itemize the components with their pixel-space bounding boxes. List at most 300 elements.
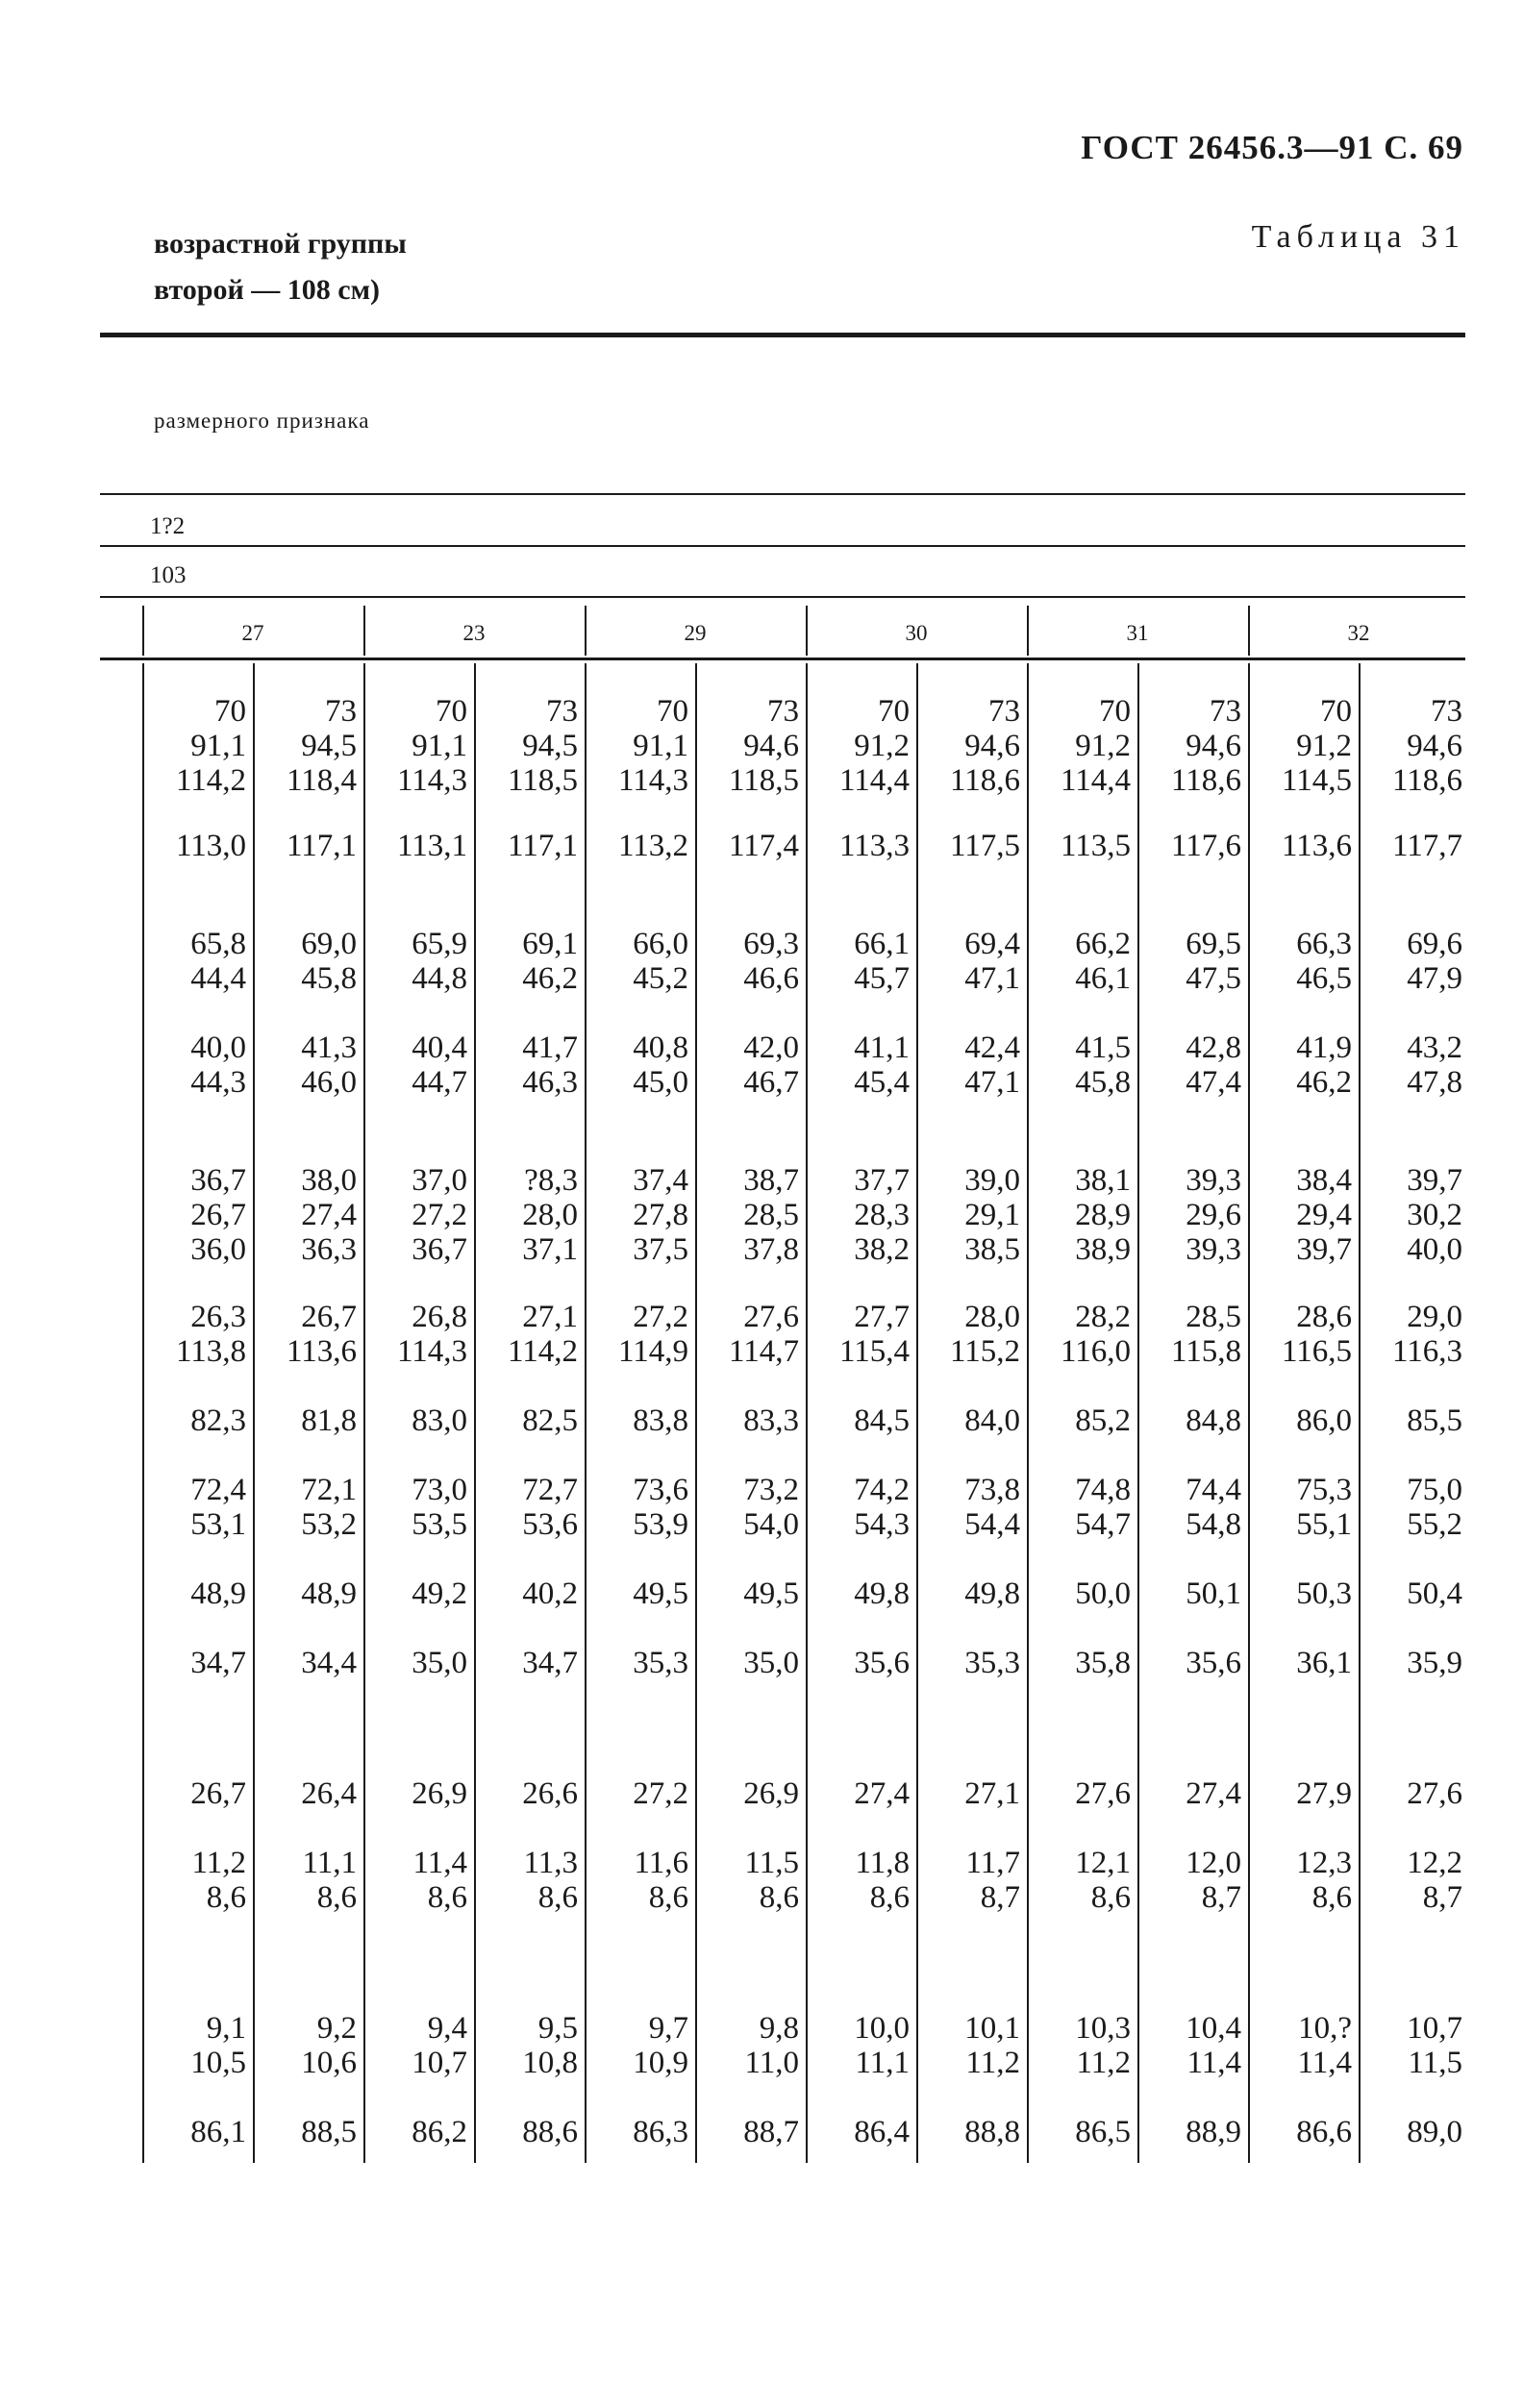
table-cell: 35,0 [412,1646,467,1680]
table-cell: 42,0 [743,1030,799,1065]
table-cell: 94,6 [743,729,799,763]
header-rule-3 [100,596,1465,598]
table-cell: 113,2 [617,829,688,863]
table-cell: 35,0 [743,1646,799,1680]
table-cell: 11,1 [302,1846,357,1880]
table-cell: 49,5 [743,1576,799,1611]
table-cell: 114,2 [175,763,246,798]
table-cell: 10,9 [633,2046,688,2080]
table-cell: 74,4 [1186,1473,1241,1507]
table-cell: 91,1 [190,729,246,763]
table-cell: 69,1 [522,927,578,961]
table-cell: 11,4 [1186,2046,1241,2080]
table-cell: 49,8 [854,1576,910,1611]
table-cell: 11,2 [1076,2046,1131,2080]
table-cell: 114,3 [396,763,467,798]
table-cell: 36,7 [412,1232,467,1267]
header-row-label-2: 103 [150,562,187,588]
table-cell: 9,4 [427,2011,467,2046]
table-cell: 73,0 [412,1473,467,1507]
table-cell: 28,9 [1075,1198,1131,1232]
table-cell: 55,1 [1296,1507,1352,1542]
column-divider [142,663,144,2163]
table-cell: 27,6 [1407,1776,1462,1811]
table-cell: 46,5 [1296,961,1352,996]
table-cell: 73 [325,694,357,729]
table-cell: 46,2 [522,961,578,996]
group-label: 32 [1347,621,1370,645]
table-cell: 91,1 [412,729,467,763]
table-cell: 41,3 [301,1030,357,1065]
body-top-rule [100,658,1465,660]
table-cell: 45,7 [854,961,910,996]
table-cell: 86,5 [1075,2115,1131,2149]
table-cell: 12,0 [1186,1846,1241,1880]
table-cell: 8,6 [648,1880,688,1915]
caption-line-2: второй — 108 см) [154,274,381,306]
table-cell: 8,6 [1090,1880,1131,1915]
table-cell: 39,0 [964,1163,1020,1198]
table-cell: 45,4 [854,1065,910,1100]
table-cell: 11,1 [855,2046,910,2080]
table-caption [154,221,407,313]
table-cell: 114,3 [617,763,688,798]
table-cell: 10,7 [1407,2011,1462,2046]
table-cell: 74,8 [1075,1473,1131,1507]
table-cell: 73 [988,694,1020,729]
table-cell: 11,5 [744,1846,799,1880]
table-cell: 29,4 [1296,1198,1352,1232]
table-cell: 72,1 [301,1473,357,1507]
table-cell: 66,3 [1296,927,1352,961]
table-cell: 35,6 [1186,1646,1241,1680]
table-cell: 9,1 [206,2011,246,2046]
table-cell: 42,4 [964,1030,1020,1065]
table-cell: 53,9 [633,1507,688,1542]
top-rule [100,333,1465,337]
table-cell: ?8,3 [524,1163,578,1198]
table-cell: 12,3 [1296,1846,1352,1880]
table-title: Таблица 31 [1251,219,1465,255]
table-cell: 117,1 [286,829,357,863]
table-cell: 11,2 [965,2046,1020,2080]
table-cell: 10,5 [190,2046,246,2080]
table-cell: 11,8 [855,1846,910,1880]
table-cell: 39,7 [1296,1232,1352,1267]
table-cell: 37,8 [743,1232,799,1267]
table-cell: 117,1 [507,829,578,863]
table-cell: 48,9 [301,1576,357,1611]
table-cell: 46,6 [743,961,799,996]
table-cell: 10,8 [522,2046,578,2080]
table-cell: 49,8 [964,1576,1020,1611]
subcolumn-divider [916,663,918,2163]
table-cell: 49,5 [633,1576,688,1611]
table-cell: 86,6 [1296,2115,1352,2149]
table-cell: 37,5 [633,1232,688,1267]
table-cell: 47,4 [1186,1065,1241,1100]
group-label: 23 [462,621,486,645]
table-cell: 73 [1210,694,1241,729]
table-cell: 40,8 [633,1030,688,1065]
table-cell: 113,6 [1281,829,1352,863]
group-label: 31 [1126,621,1149,645]
table-cell: 66,0 [633,927,688,961]
table-cell: 28,5 [743,1198,799,1232]
table-cell: 27,4 [854,1776,910,1811]
table-cell: 84,8 [1186,1403,1241,1438]
table-cell: 70 [214,694,246,729]
table-cell: 50,3 [1296,1576,1352,1611]
table-cell: 48,9 [190,1576,246,1611]
table-cell: 9,2 [316,2011,357,2046]
table-cell: 53,5 [412,1507,467,1542]
table-cell: 40,0 [190,1030,246,1065]
table-cell: 113,5 [1060,829,1131,863]
table-cell: 35,9 [1407,1646,1462,1680]
table-cell: 27,7 [854,1300,910,1334]
table-cell: 113,1 [396,829,467,863]
group-label: 30 [905,621,928,645]
document-reference: ГОСТ 26456.3—91 С. 69 [1081,129,1463,166]
table-cell: 69,4 [964,927,1020,961]
table-cell: 40,0 [1407,1232,1462,1267]
table-cell: 86,4 [854,2115,910,2149]
table-cell: 27,2 [633,1300,688,1334]
table-cell: 118,4 [286,763,357,798]
table-cell: 27,8 [633,1198,688,1232]
table-cell: 114,4 [1060,763,1131,798]
table-cell: 35,8 [1075,1646,1131,1680]
table-cell: 10,6 [301,2046,357,2080]
table-cell: 47,9 [1407,961,1462,996]
table-cell: 26,9 [412,1776,467,1811]
table-cell: 70 [878,694,910,729]
table-cell: 28,6 [1296,1300,1352,1334]
table-cell: 75,0 [1407,1473,1462,1507]
table-cell: 73,8 [964,1473,1020,1507]
table-cell: 82,5 [522,1403,578,1438]
table-cell: 88,5 [301,2115,357,2149]
column-divider [806,663,808,2163]
table-cell: 89,0 [1407,2115,1462,2149]
table-cell: 37,4 [633,1163,688,1198]
table-cell: 118,5 [728,763,799,798]
table-cell: 37,1 [522,1232,578,1267]
table-cell: 91,2 [1075,729,1131,763]
table-cell: 41,1 [854,1030,910,1065]
column-divider [363,663,365,2163]
table-cell: 50,0 [1075,1576,1131,1611]
table-cell: 8,6 [316,1880,357,1915]
table-cell: 39,3 [1186,1232,1241,1267]
table-cell: 42,8 [1186,1030,1241,1065]
table-cell: 26,7 [190,1198,246,1232]
table-cell: 50,1 [1186,1576,1241,1611]
table-cell: 83,3 [743,1403,799,1438]
table-cell: 39,7 [1407,1163,1462,1198]
table-cell: 37,0 [412,1163,467,1198]
table-cell: 11,6 [634,1846,688,1880]
table-cell: 73,2 [743,1473,799,1507]
table-cell: 84,0 [964,1403,1020,1438]
table-cell: 113,0 [175,829,246,863]
table-cell: 117,6 [1170,829,1241,863]
table-cell: 91,2 [854,729,910,763]
table-cell: 94,6 [1407,729,1462,763]
table-cell: 46,3 [522,1065,578,1100]
table-cell: 83,0 [412,1403,467,1438]
table-cell: 47,8 [1407,1065,1462,1100]
table-cell: 8,6 [1311,1880,1352,1915]
table-cell: 88,9 [1186,2115,1241,2149]
table-cell: 26,4 [301,1776,357,1811]
table-cell: 54,8 [1186,1507,1241,1542]
table-cell: 46,2 [1296,1065,1352,1100]
table-cell: 69,0 [301,927,357,961]
table-cell: 28,0 [964,1300,1020,1334]
table-cell: 66,2 [1075,927,1131,961]
table-cell: 86,1 [190,2115,246,2149]
table-cell: 114,3 [396,1334,467,1369]
table-cell: 86,3 [633,2115,688,2149]
table-cell: 8,7 [1422,1880,1462,1915]
table-cell: 50,4 [1407,1576,1462,1611]
table-cell: 44,7 [412,1065,467,1100]
table-cell: 11,2 [191,1846,246,1880]
table-cell: 118,5 [507,763,578,798]
table-cell: 10,4 [1186,2011,1241,2046]
table-cell: 73 [767,694,799,729]
table-cell: 114,9 [617,1334,688,1369]
table-cell: 27,2 [412,1198,467,1232]
table-cell: 11,0 [744,2046,799,2080]
subcolumn-divider [253,663,255,2163]
table-cell: 10,1 [964,2011,1020,2046]
table-cell: 27,4 [301,1198,357,1232]
table-cell: 74,2 [854,1473,910,1507]
table-cell: 11,3 [523,1846,578,1880]
table-cell: 27,6 [743,1300,799,1334]
table-cell: 117,5 [949,829,1020,863]
table-cell: 84,5 [854,1403,910,1438]
table-cell: 9,5 [537,2011,578,2046]
table-cell: 9,8 [759,2011,799,2046]
table-cell: 46,7 [743,1065,799,1100]
table-cell: 29,0 [1407,1300,1462,1334]
table-cell: 81,8 [301,1403,357,1438]
table-cell: 38,1 [1075,1163,1131,1198]
table-cell: 114,5 [1281,763,1352,798]
table-cell: 38,5 [964,1232,1020,1267]
column-divider [585,663,587,2163]
table-cell: 88,6 [522,2115,578,2149]
table-cell: 43,2 [1407,1030,1462,1065]
table-cell: 40,4 [412,1030,467,1065]
table-cell: 26,8 [412,1300,467,1334]
table-cell: 34,7 [190,1646,246,1680]
group-label: 27 [241,621,264,645]
table-cell: 53,2 [301,1507,357,1542]
table-cell: 117,4 [728,829,799,863]
table-cell: 28,0 [522,1198,578,1232]
table-cell: 116,0 [1060,1334,1131,1369]
table-cell: 41,7 [522,1030,578,1065]
caption-line-1: возрастной группы [154,228,407,260]
table-cell: 34,4 [301,1646,357,1680]
table-cell: 36,0 [190,1232,246,1267]
table-cell: 41,9 [1296,1030,1352,1065]
table-cell: 26,9 [743,1776,799,1811]
table-cell: 83,8 [633,1403,688,1438]
table-cell: 8,6 [759,1880,799,1915]
table-cell: 113,6 [286,1334,357,1369]
table-cell: 27,1 [522,1300,578,1334]
table-cell: 29,1 [964,1198,1020,1232]
table-cell: 40,2 [522,1576,578,1611]
table-cell: 27,6 [1075,1776,1131,1811]
table-cell: 37,7 [854,1163,910,1198]
table-cell: 70 [1320,694,1352,729]
table-cell: 72,7 [522,1473,578,1507]
table-cell: 11,4 [412,1846,467,1880]
table-cell: 8,7 [980,1880,1020,1915]
table-cell: 30,2 [1407,1198,1462,1232]
table-cell: 26,3 [190,1300,246,1334]
subcolumn-divider [695,663,697,2163]
table-cell: 35,3 [964,1646,1020,1680]
table-cell: 117,7 [1391,829,1462,863]
table-cell: 12,2 [1407,1846,1462,1880]
table-cell: 26,7 [301,1300,357,1334]
header-rule-1 [100,493,1465,495]
table-cell: 73,6 [633,1473,688,1507]
table-cell: 65,9 [412,927,467,961]
table-cell: 115,2 [949,1334,1020,1369]
table-cell: 94,6 [964,729,1020,763]
table-cell: 27,4 [1186,1776,1241,1811]
table-cell: 26,6 [522,1776,578,1811]
table-cell: 73 [546,694,578,729]
table-cell: 44,8 [412,961,467,996]
table-cell: 54,0 [743,1507,799,1542]
table-cell: 46,0 [301,1065,357,1100]
table-cell: 47,1 [964,1065,1020,1100]
table-cell: 53,6 [522,1507,578,1542]
table-cell: 38,9 [1075,1232,1131,1267]
table-cell: 38,0 [301,1163,357,1198]
table-cell: 27,9 [1296,1776,1352,1811]
table-cell: 69,3 [743,927,799,961]
table-cell: 73 [1431,694,1462,729]
table-cell: 115,8 [1170,1334,1241,1369]
table-cell: 118,6 [1170,763,1241,798]
table-cell: 46,1 [1075,961,1131,996]
table-cell: 10,7 [412,2046,467,2080]
table-cell: 8,6 [869,1880,910,1915]
table-cell: 10,3 [1075,2011,1131,2046]
table-cell: 11,7 [965,1846,1020,1880]
table-cell: 35,3 [633,1646,688,1680]
table-cell: 113,8 [175,1334,246,1369]
table-cell: 8,6 [427,1880,467,1915]
column-divider [1248,663,1250,2163]
table-cell: 65,8 [190,927,246,961]
table-cell: 88,8 [964,2115,1020,2149]
table-cell: 94,5 [301,729,357,763]
table-cell: 27,2 [633,1776,688,1811]
group-label: 29 [684,621,707,645]
table-cell: 9,7 [648,2011,688,2046]
table-cell: 70 [657,694,688,729]
table-cell: 38,7 [743,1163,799,1198]
table-cell: 53,1 [190,1507,246,1542]
table-cell: 70 [1099,694,1131,729]
table-cell: 34,7 [522,1646,578,1680]
table-cell: 69,5 [1186,927,1241,961]
table-cell: 8,6 [206,1880,246,1915]
table-cell: 11,5 [1408,2046,1462,2080]
table-cell: 45,8 [1075,1065,1131,1100]
table-cell: 114,7 [728,1334,799,1369]
table-cell: 39,3 [1186,1163,1241,1198]
table-cell: 91,2 [1296,729,1352,763]
subcolumn-divider [1137,663,1139,2163]
table-cell: 10,? [1298,2011,1352,2046]
table-cell: 91,1 [633,729,688,763]
table-cell: 8,7 [1201,1880,1241,1915]
table-cell: 44,4 [190,961,246,996]
table-cell: 8,6 [537,1880,578,1915]
table-cell: 118,6 [1391,763,1462,798]
table-cell: 69,6 [1407,927,1462,961]
table-cell: 115,4 [838,1334,910,1369]
table-cell: 36,1 [1296,1646,1352,1680]
table-cell: 12,1 [1075,1846,1131,1880]
table-cell: 113,3 [838,829,910,863]
table-cell: 75,3 [1296,1473,1352,1507]
table-cell: 94,5 [522,729,578,763]
table-cell: 86,0 [1296,1403,1352,1438]
table-cell: 85,5 [1407,1403,1462,1438]
table-cell: 54,7 [1075,1507,1131,1542]
table-cell: 28,5 [1186,1300,1241,1334]
table-cell: 85,2 [1075,1403,1131,1438]
table-cell: 45,8 [301,961,357,996]
table-cell: 86,2 [412,2115,467,2149]
table-cell: 45,0 [633,1065,688,1100]
table-cell: 54,4 [964,1507,1020,1542]
table-cell: 45,2 [633,961,688,996]
table-cell: 11,4 [1297,2046,1352,2080]
table-cell: 29,6 [1186,1198,1241,1232]
table-cell: 28,3 [854,1198,910,1232]
table-cell: 49,2 [412,1576,467,1611]
header-rule-2 [100,545,1465,547]
column-divider [1027,663,1029,2163]
table-cell: 118,6 [949,763,1020,798]
table-cell: 35,6 [854,1646,910,1680]
table-cell: 10,0 [854,2011,910,2046]
table-cell: 38,2 [854,1232,910,1267]
table-cell: 114,2 [507,1334,578,1369]
subcolumn-divider [474,663,476,2163]
table-cell: 36,3 [301,1232,357,1267]
table-cell: 41,5 [1075,1030,1131,1065]
table-cell: 26,7 [190,1776,246,1811]
table-cell: 38,4 [1296,1163,1352,1198]
table-cell: 47,1 [964,961,1020,996]
